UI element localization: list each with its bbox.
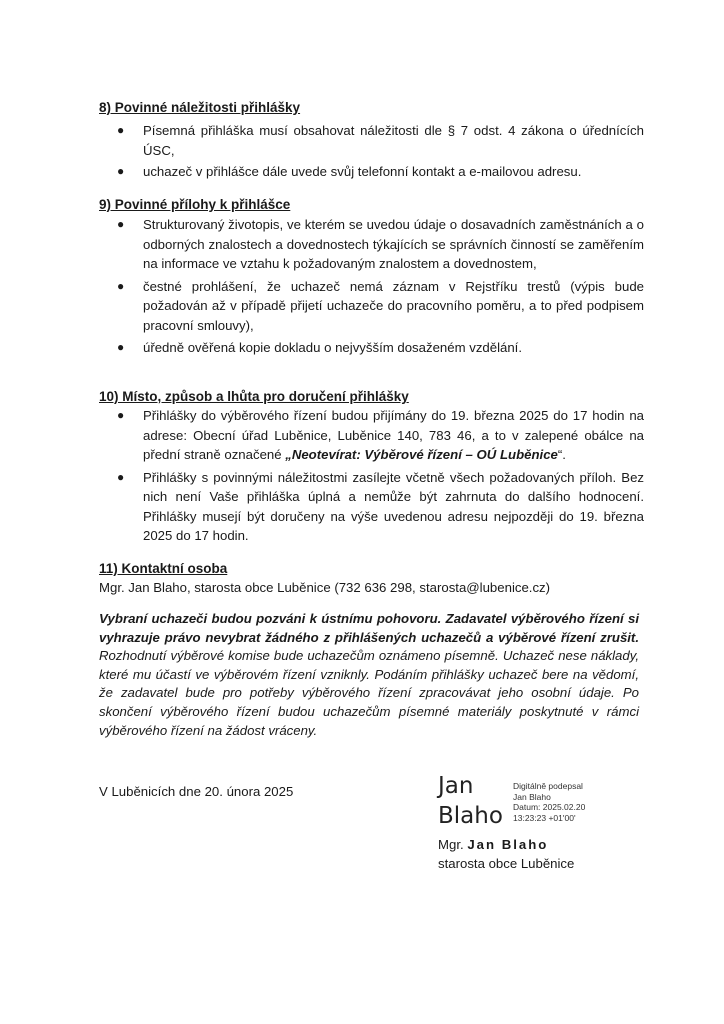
signature-last-name: Blaho xyxy=(438,803,503,829)
list-item: ● úředně ověřená kopie dokladu o nejvyšším dosaženém vzdělání. xyxy=(99,338,644,358)
signer-role: starosta obce Luběnice xyxy=(438,855,575,871)
contact-person: Mgr. Jan Blaho, starosta obce Luběnice (732 636 298, starosta@lubenice.cz) xyxy=(99,580,551,595)
signature-block xyxy=(438,836,574,873)
bullet-icon: ● xyxy=(117,164,125,178)
section-9-heading: 9) Povinné přílohy k přihlášce xyxy=(99,197,291,212)
bullet-icon: ● xyxy=(117,469,125,484)
section-9-list xyxy=(99,215,644,358)
section-8-list xyxy=(99,121,644,182)
list-item: ● čestné prohlášení, že uchazeč nemá záznam v Rejstříku trestů (výpis bude požadován až v případě přijetí uchazeče do pracovního poměru, a to před podpisem pracovní smlouvy), xyxy=(117,278,644,333)
signer-line: Mgr. Jan Blaho xyxy=(438,837,549,852)
bullet-icon: ● xyxy=(117,123,125,137)
notice-paragraph xyxy=(99,610,639,740)
notice-rest: Rozhodnutí výběrové komise bude uchazečům oznámeno písemně. Uchazeč nese náklady, které mu účastí ve výběrovém řízení vzniknly. Podáním přihlášky uchazeč bere na vědomí, že zadavatel bude pro potřeby výběrového řízení zpracovávat jeho osobní údaje. Po skončení výběrového řízení budou uchazečům písemné materiály poskytnuté v rámci výběrového řízení na žádost vráceny. xyxy=(99,648,639,738)
list-item: ● Přihlášky do výběrového řízení budou přijímány do 19. března 2025 do 17 hodin na adrese: Obecní úřad Luběnice, Luběnice 140, 783 46, a to v zalepené obálce na přední straně označené „Neotevírat: Výběrové řízení – OÚ Luběnice“. xyxy=(117,408,644,462)
section-10-heading: 10) Místo, způsob a lhůta pro doručení přihlášky xyxy=(99,389,409,404)
notice-bold: Vybraní uchazeči budou pozváni k ústnímu pohovoru. Zadavatel výběrového řízení si vyhrazuje právo nevybrat žádného z přihlášených uchazečů a výběrové řízení zrušit. xyxy=(99,611,639,645)
signer-name: Jan Blaho xyxy=(467,837,549,852)
list-item: ● Přihlášky s povinnými náležitostmi zasílejte včetně všech požadovaných příloh. Bez nich není Vaše přihláška úplná a nemůže být zahrnuta do dalšího hodnocení. Přihlášky musejí být doručeny na výše uvedenou adresu nejpozději do 19. března 2025 do 17 hodin. xyxy=(117,469,644,543)
list-item: ● Písemná přihláška musí obsahovat náležitosti dle § 7 odst. 4 zákona o úřednících ÚSC, xyxy=(117,123,644,158)
digital-signature-info: Digitálně podepsal Jan Blaho Datum: 2025.02.20 13:23:23 +01'00' xyxy=(513,781,586,823)
section-11-heading: 11) Kontaktní osoba xyxy=(99,561,228,576)
place-date: V Luběnicích dne 20. února 2025 xyxy=(99,784,294,799)
list-item: ● uchazeč v přihlášce dále uvede svůj telefonní kontakt a e-mailovou adresu. xyxy=(99,162,644,182)
bullet-icon: ● xyxy=(117,408,125,422)
section-10-list xyxy=(99,406,644,546)
bullet-icon: ● xyxy=(117,278,125,293)
list-item: ● Strukturovaný životopis, ve kterém se uvedou údaje o dosavadních zaměstnáních a o odborných znalostech a dovednostech týkajících se správních činností se zaměřením na informace ve vztahu k požadovaným znalostem a dovednostem, xyxy=(117,217,644,271)
section-8-heading: 8) Povinné náležitosti přihlášky xyxy=(99,100,301,115)
signature-first-name: Jan xyxy=(438,773,474,799)
bullet-icon: ● xyxy=(117,217,125,231)
envelope-label: „Neotevírat: Výběrové řízení – OÚ Luběnice xyxy=(285,447,558,462)
bullet-icon: ● xyxy=(117,340,125,354)
